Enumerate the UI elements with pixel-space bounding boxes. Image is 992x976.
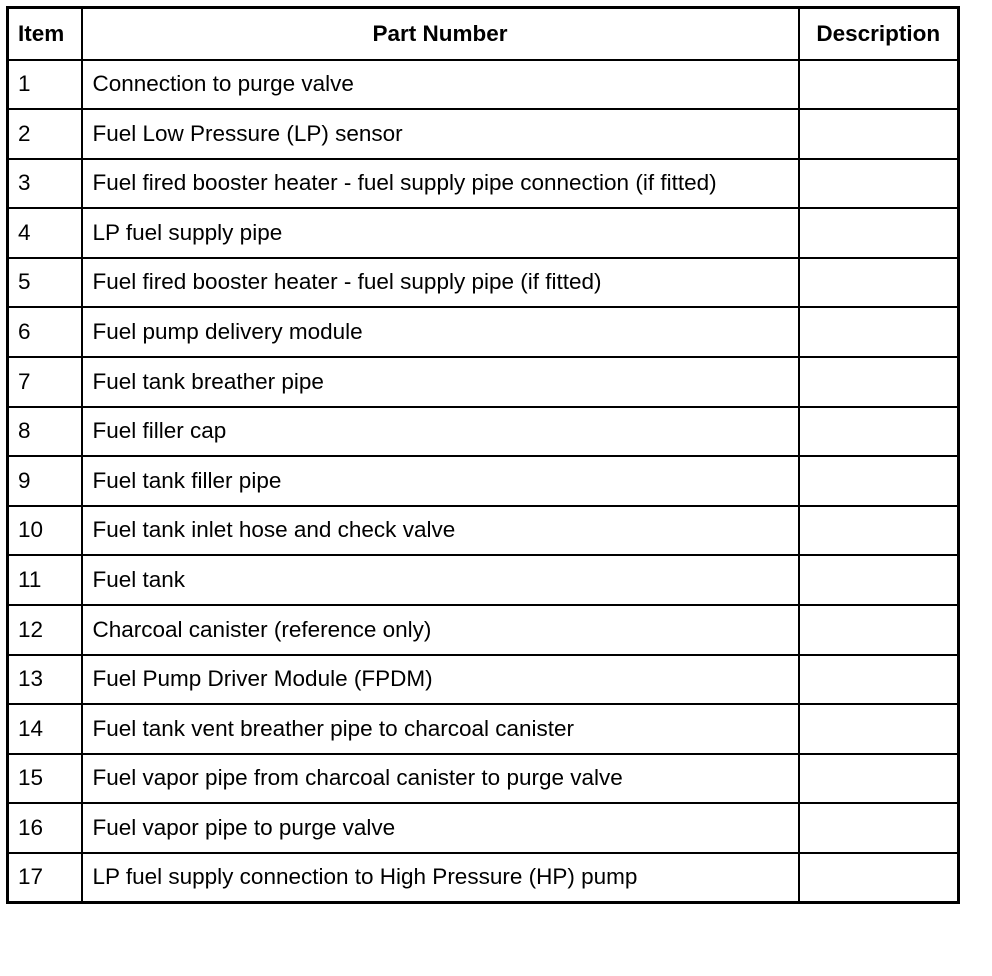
part-number-cell: Fuel Pump Driver Module (FPDM) bbox=[82, 655, 799, 705]
item-number-cell: 1 bbox=[8, 60, 82, 110]
description-cell bbox=[799, 357, 959, 407]
table-row bbox=[8, 258, 959, 308]
description-cell bbox=[799, 258, 959, 308]
table-row bbox=[8, 605, 959, 655]
description-cell bbox=[799, 506, 959, 556]
table-row bbox=[8, 159, 959, 209]
description-cell bbox=[799, 853, 959, 903]
table-row bbox=[8, 555, 959, 605]
description-cell bbox=[799, 754, 959, 804]
description-cell bbox=[799, 109, 959, 159]
description-cell bbox=[799, 208, 959, 258]
description-cell bbox=[799, 60, 959, 110]
table-row bbox=[8, 704, 959, 754]
item-number-cell: 10 bbox=[8, 506, 82, 556]
item-number-cell: 8 bbox=[8, 407, 82, 457]
column-header-description: Description bbox=[799, 8, 959, 60]
part-number-cell: LP fuel supply connection to High Pressure (HP) pump bbox=[82, 853, 799, 903]
table-row bbox=[8, 456, 959, 506]
table-row bbox=[8, 754, 959, 804]
item-number-cell: 4 bbox=[8, 208, 82, 258]
item-number-cell: 7 bbox=[8, 357, 82, 407]
description-cell bbox=[799, 159, 959, 209]
description-cell bbox=[799, 555, 959, 605]
table-row bbox=[8, 853, 959, 903]
part-number-cell: Charcoal canister (reference only) bbox=[82, 605, 799, 655]
part-number-cell: Fuel vapor pipe to purge valve bbox=[82, 803, 799, 853]
table-row bbox=[8, 109, 959, 159]
table-row bbox=[8, 803, 959, 853]
item-number-cell: 2 bbox=[8, 109, 82, 159]
part-number-cell: Fuel vapor pipe from charcoal canister to purge valve bbox=[82, 754, 799, 804]
item-number-cell: 3 bbox=[8, 159, 82, 209]
table-row bbox=[8, 307, 959, 357]
description-cell bbox=[799, 655, 959, 705]
description-cell bbox=[799, 803, 959, 853]
part-number-cell: Fuel fired booster heater - fuel supply pipe (if fitted) bbox=[82, 258, 799, 308]
part-number-cell: Fuel filler cap bbox=[82, 407, 799, 457]
table-row bbox=[8, 357, 959, 407]
table-row bbox=[8, 506, 959, 556]
part-number-cell: Fuel tank bbox=[82, 555, 799, 605]
part-number-cell: Connection to purge valve bbox=[82, 60, 799, 110]
column-header-part-number: Part Number bbox=[82, 8, 799, 60]
description-cell bbox=[799, 456, 959, 506]
item-number-cell: 11 bbox=[8, 555, 82, 605]
table-row bbox=[8, 407, 959, 457]
table-header-row bbox=[8, 8, 959, 60]
part-number-cell: Fuel pump delivery module bbox=[82, 307, 799, 357]
table-row bbox=[8, 60, 959, 110]
item-number-cell: 12 bbox=[8, 605, 82, 655]
description-cell bbox=[799, 307, 959, 357]
part-number-cell: Fuel Low Pressure (LP) sensor bbox=[82, 109, 799, 159]
item-number-cell: 16 bbox=[8, 803, 82, 853]
item-number-cell: 6 bbox=[8, 307, 82, 357]
table-body bbox=[8, 60, 959, 903]
description-cell bbox=[799, 605, 959, 655]
part-number-cell: Fuel tank breather pipe bbox=[82, 357, 799, 407]
part-number-cell: LP fuel supply pipe bbox=[82, 208, 799, 258]
description-cell bbox=[799, 704, 959, 754]
table-row bbox=[8, 208, 959, 258]
item-number-cell: 17 bbox=[8, 853, 82, 903]
part-number-cell: Fuel fired booster heater - fuel supply pipe connection (if fitted) bbox=[82, 159, 799, 209]
item-number-cell: 13 bbox=[8, 655, 82, 705]
description-cell bbox=[799, 407, 959, 457]
part-number-cell: Fuel tank filler pipe bbox=[82, 456, 799, 506]
item-number-cell: 9 bbox=[8, 456, 82, 506]
part-number-cell: Fuel tank inlet hose and check valve bbox=[82, 506, 799, 556]
table-row bbox=[8, 655, 959, 705]
column-header-item: Item bbox=[8, 8, 82, 60]
parts-table bbox=[6, 6, 960, 904]
item-number-cell: 14 bbox=[8, 704, 82, 754]
item-number-cell: 5 bbox=[8, 258, 82, 308]
part-number-cell: Fuel tank vent breather pipe to charcoal canister bbox=[82, 704, 799, 754]
item-number-cell: 15 bbox=[8, 754, 82, 804]
